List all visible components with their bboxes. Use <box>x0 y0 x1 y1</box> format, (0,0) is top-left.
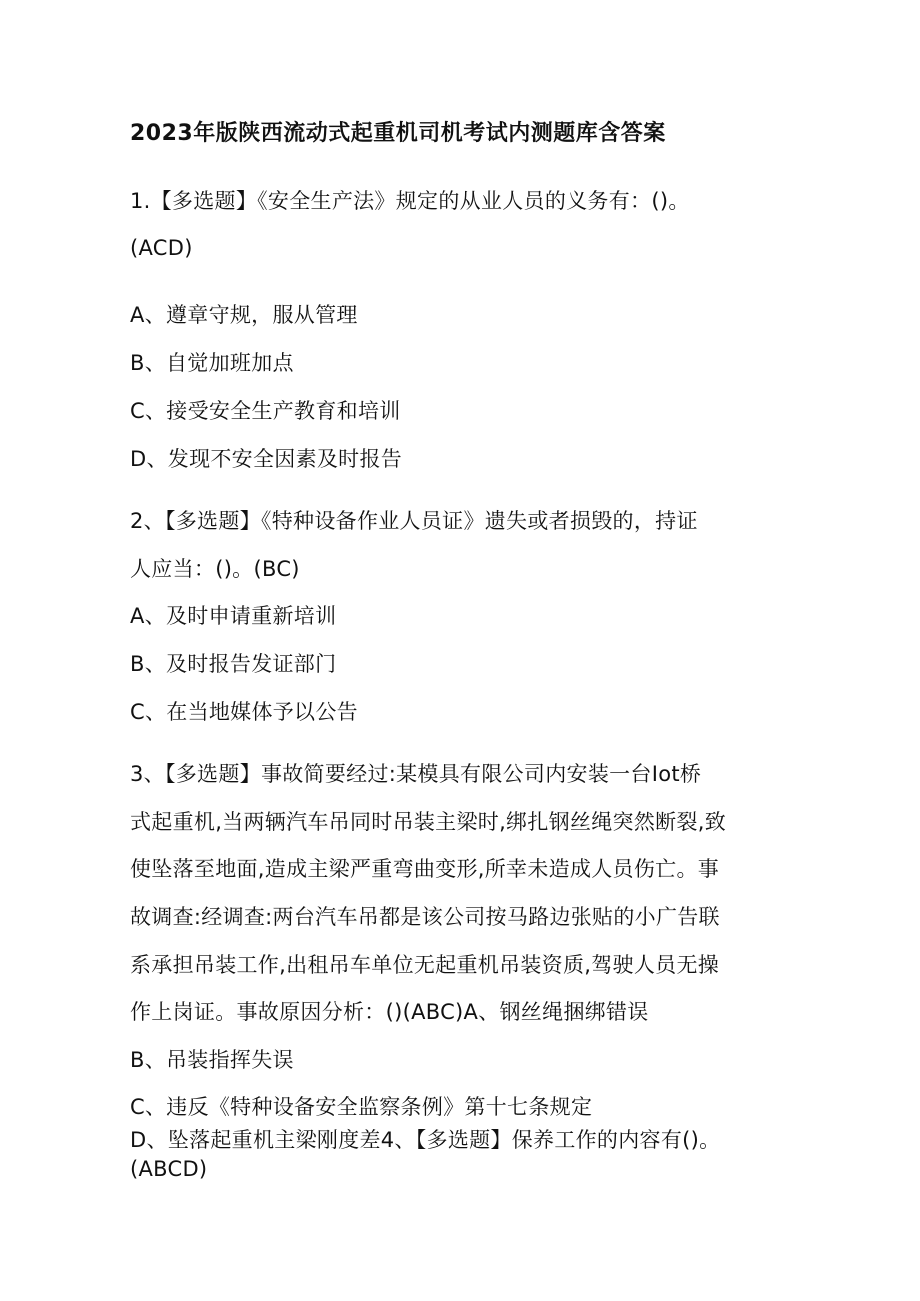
question-2-stem: 2、【多选题】《特种设备作业人员证》遗失或者损毁的，持证 <box>130 509 698 533</box>
question-2-option-b: B、及时报告发证部门 <box>130 652 337 676</box>
question-2-option-c: C、在当地媒体予以公告 <box>130 700 358 724</box>
question-1-stem: 1.【多选题】《安全生产法》规定的从业人员的义务有：()。 <box>130 189 690 213</box>
question-4-answer: (ABCD) <box>130 1157 208 1181</box>
question-1-option-c: C、接受安全生产教育和培训 <box>130 399 401 423</box>
question-3-line-2: 式起重机,当两辆汽车吊同时吊装主梁时,绑扎钢丝绳突然断裂,致 <box>130 810 727 834</box>
question-3-line-6: 作上岗证。事故原因分析：()(ABC)A、钢丝绳捆绑错误 <box>130 1000 649 1024</box>
question-1-option-b: B、自觉加班加点 <box>130 351 294 375</box>
question-1-option-d: D、发现不安全因素及时报告 <box>130 447 403 471</box>
question-3-option-d: D、坠落起重机主梁刚度差4、【多选题】保养工作的内容有()。 <box>130 1128 721 1152</box>
question-3-line-4: 故调查:经调查:两台汽车吊都是该公司按马路边张贴的小广告联 <box>130 905 720 929</box>
question-2-option-a: A、及时申请重新培训 <box>130 604 337 628</box>
question-1-answer: (ACD) <box>130 236 193 260</box>
question-2-stem-cont: 人应当：()。(BC) <box>130 557 300 581</box>
question-3-line-5: 系承担吊装工作,出租吊车单位无起重机吊装资质,驾驶人员无操 <box>130 953 720 977</box>
document-title: 2023年版陕西流动式起重机司机考试内测题库含答案 <box>130 121 666 146</box>
question-3-line-3: 使坠落至地面,造成主梁严重弯曲变形,所幸未造成人员伤亡。事 <box>130 857 720 881</box>
question-1-option-a: A、遵章守规，服从管理 <box>130 303 358 327</box>
question-3-option-b: B、吊装指挥失误 <box>130 1048 294 1072</box>
question-3-option-c: C、违反《特种设备安全监察条例》第十七条规定 <box>130 1095 593 1119</box>
question-3-line-1: 3、【多选题】事故简要经过:某模具有限公司内安装一台Iot桥 <box>130 762 702 786</box>
